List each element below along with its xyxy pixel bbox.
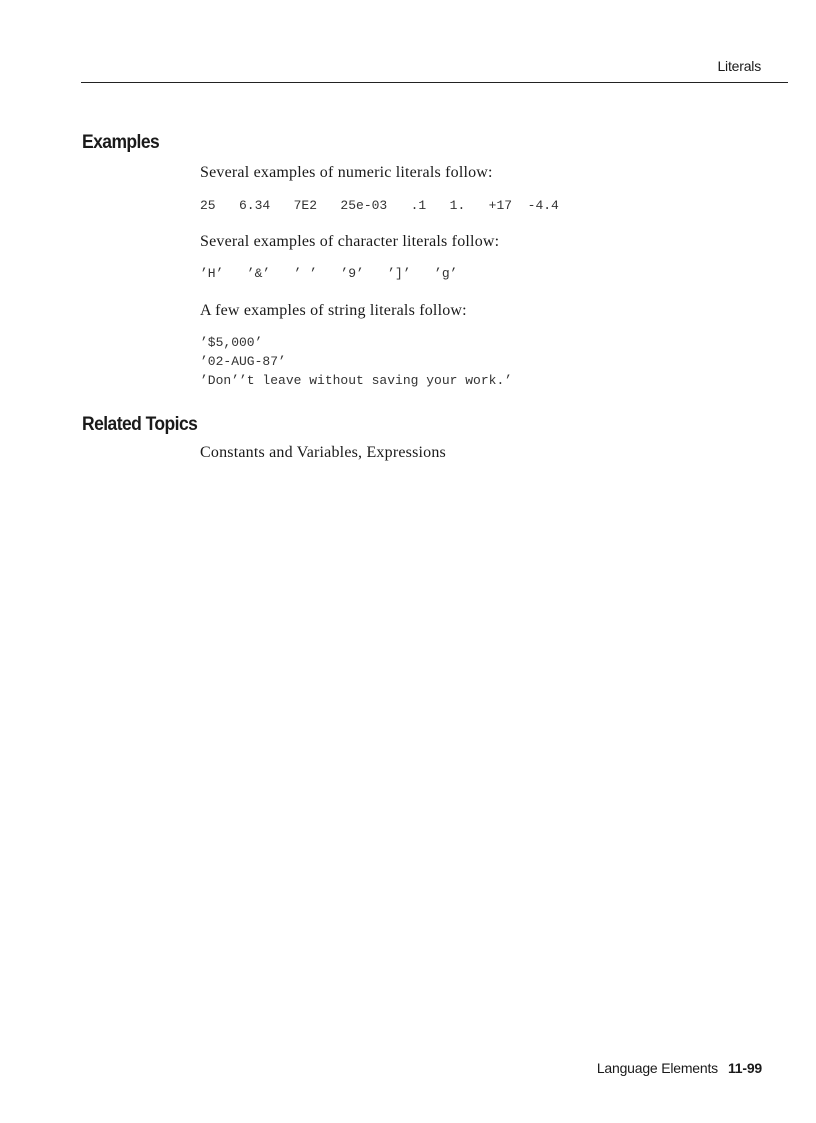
character-code-example: ’H’ ’&’ ’ ’ ’9’ ’]’ ’g’ <box>200 266 458 281</box>
related-topics-heading: Related Topics <box>82 414 198 435</box>
running-head-title: Literals <box>717 58 761 74</box>
header-rule <box>81 82 788 83</box>
code-line: ’$5,000’ <box>200 335 263 350</box>
related-topics-text: Constants and Variables, Expressions <box>200 444 446 461</box>
numeric-code-example: 25 6.34 7E2 25e-03 .1 1. +17 -4.4 <box>200 198 559 213</box>
examples-heading: Examples <box>82 132 160 153</box>
character-intro: Several examples of character literals follow: <box>200 233 500 250</box>
numeric-intro: Several examples of numeric literals follow: <box>200 164 493 181</box>
string-intro: A few examples of string literals follow: <box>200 302 467 319</box>
page-footer <box>597 1060 762 1076</box>
footer-section-title: Language Elements <box>596 1060 718 1076</box>
string-code-example <box>200 333 512 390</box>
code-line: ’Don’’t leave without saving your work.’ <box>200 373 513 388</box>
code-line: ’02-AUG-87’ <box>200 354 286 369</box>
page-number: 11-99 <box>727 1060 762 1076</box>
